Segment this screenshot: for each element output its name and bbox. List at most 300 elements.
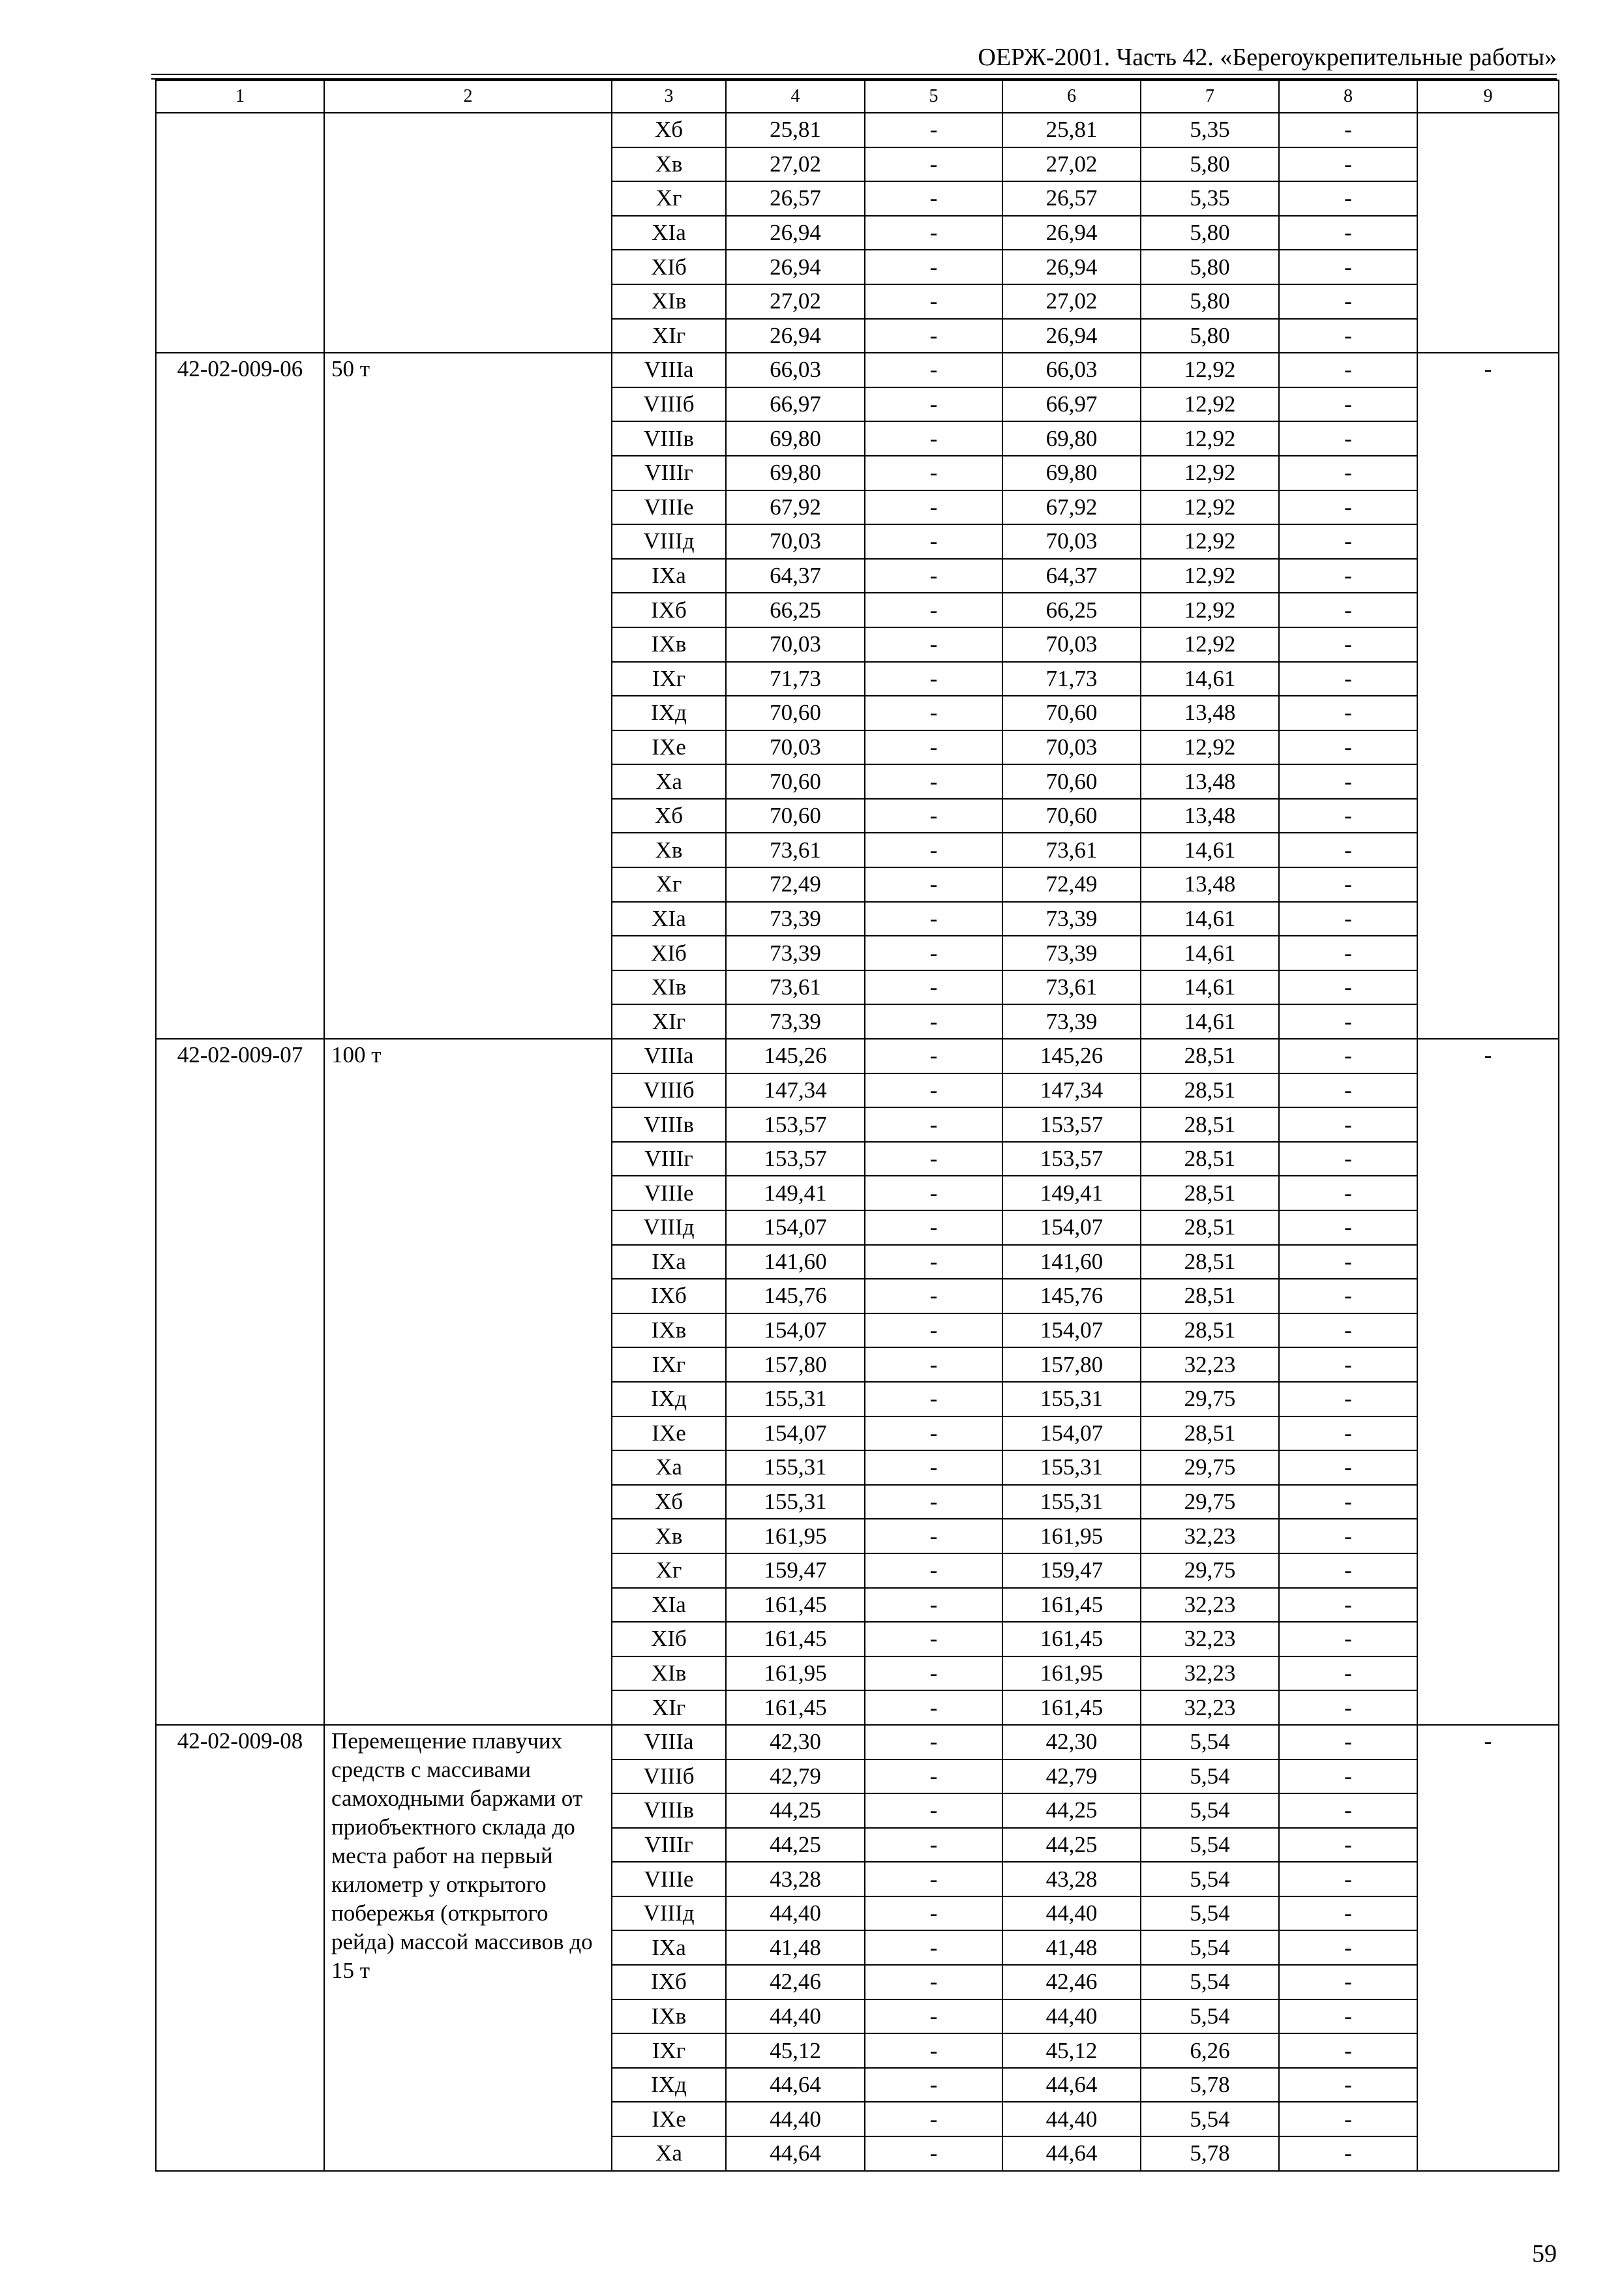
machinist-wages-cell: 5,54	[1141, 1862, 1279, 1896]
machinist-wages-cell: 32,23	[1141, 1347, 1279, 1382]
wages-cell: -	[865, 936, 1002, 970]
machines-cell: 70,60	[1002, 764, 1141, 799]
region-cell: IХб	[612, 1965, 726, 1999]
machinist-wages-cell: 12,92	[1141, 559, 1279, 593]
column-number: 5	[865, 80, 1002, 113]
total-cell: 66,97	[726, 387, 865, 422]
table-body	[156, 80, 1559, 2171]
wages-cell: -	[865, 1622, 1002, 1656]
region-cell: IХб	[612, 1279, 726, 1313]
wages-cell: -	[865, 1725, 1002, 1759]
materials-cell: -	[1279, 1793, 1417, 1828]
total-cell: 44,25	[726, 1828, 865, 1863]
total-cell: 71,73	[726, 662, 865, 696]
page-number: 59	[1532, 2240, 1557, 2267]
wages-cell: -	[865, 559, 1002, 593]
total-cell: 161,45	[726, 1622, 865, 1656]
wages-cell: -	[865, 2033, 1002, 2068]
header-rule-top	[151, 74, 1557, 75]
machinist-wages-cell: 13,48	[1141, 696, 1279, 730]
machines-cell: 73,39	[1002, 936, 1141, 970]
wages-cell: -	[865, 1485, 1002, 1519]
machines-cell: 26,94	[1002, 216, 1141, 250]
materials-cell: -	[1279, 284, 1417, 319]
materials-cell: -	[1279, 1485, 1417, 1519]
machines-cell: 70,03	[1002, 524, 1141, 559]
labor-cost-cell: -	[1417, 1725, 1559, 2171]
machinist-wages-cell: 32,23	[1141, 1656, 1279, 1691]
machinist-wages-cell: 14,61	[1141, 662, 1279, 696]
total-cell: 70,03	[726, 730, 865, 765]
rate-code-cell: 42-02-009-06	[156, 353, 324, 1039]
total-cell: 155,31	[726, 1450, 865, 1485]
wages-cell: -	[865, 2136, 1002, 2171]
machinist-wages-cell: 28,51	[1141, 1313, 1279, 1348]
wages-cell: -	[865, 181, 1002, 216]
total-cell: 153,57	[726, 1142, 865, 1176]
region-cell: Хг	[612, 181, 726, 216]
wages-cell: -	[865, 1965, 1002, 1999]
region-cell: VIIIд	[612, 524, 726, 559]
wages-cell: -	[865, 627, 1002, 662]
column-number-row	[156, 80, 1559, 113]
region-cell: ХIб	[612, 1622, 726, 1656]
rates-table	[155, 80, 1559, 2172]
machines-cell: 44,25	[1002, 1793, 1141, 1828]
materials-cell: -	[1279, 1347, 1417, 1382]
total-cell: 44,40	[726, 2102, 865, 2136]
materials-cell: -	[1279, 764, 1417, 799]
materials-cell: -	[1279, 1004, 1417, 1039]
total-cell: 41,48	[726, 1930, 865, 1965]
machines-cell: 41,48	[1002, 1930, 1141, 1965]
region-cell: VIIIа	[612, 353, 726, 387]
machines-cell: 66,97	[1002, 387, 1141, 422]
region-cell: VIIIв	[612, 421, 726, 456]
rate-name-text: 50 т	[331, 356, 370, 382]
machinist-wages-cell: 29,75	[1141, 1485, 1279, 1519]
materials-cell: -	[1279, 696, 1417, 730]
total-cell: 161,45	[726, 1690, 865, 1725]
materials-cell: -	[1279, 490, 1417, 525]
machinist-wages-cell: 28,51	[1141, 1245, 1279, 1279]
materials-cell: -	[1279, 456, 1417, 490]
wages-cell: -	[865, 1382, 1002, 1416]
wages-cell: -	[865, 1039, 1002, 1073]
column-number: 8	[1279, 80, 1417, 113]
materials-cell: -	[1279, 524, 1417, 559]
materials-cell: -	[1279, 2033, 1417, 2068]
machines-cell: 71,73	[1002, 662, 1141, 696]
materials-cell: -	[1279, 662, 1417, 696]
wages-cell: -	[865, 2068, 1002, 2102]
machinist-wages-cell: 5,54	[1141, 1965, 1279, 1999]
wages-cell: -	[865, 867, 1002, 902]
materials-cell: -	[1279, 799, 1417, 833]
region-cell: VIIIа	[612, 1039, 726, 1073]
machinist-wages-cell: 28,51	[1141, 1176, 1279, 1210]
region-cell: IХа	[612, 1245, 726, 1279]
total-cell: 157,80	[726, 1347, 865, 1382]
machines-cell: 147,34	[1002, 1073, 1141, 1108]
wages-cell: -	[865, 1793, 1002, 1828]
machines-cell: 27,02	[1002, 284, 1141, 319]
materials-cell: -	[1279, 1416, 1417, 1451]
wages-cell: -	[865, 1347, 1002, 1382]
region-cell: IХе	[612, 2102, 726, 2136]
wages-cell: -	[865, 1588, 1002, 1623]
machines-cell: 25,81	[1002, 113, 1141, 147]
region-cell: VIIIе	[612, 1862, 726, 1896]
total-cell: 141,60	[726, 1245, 865, 1279]
machines-cell: 145,76	[1002, 1279, 1141, 1313]
machines-cell: 141,60	[1002, 1245, 1141, 1279]
machines-cell: 155,31	[1002, 1485, 1141, 1519]
region-cell: VIIIд	[612, 1210, 726, 1245]
machinist-wages-cell: 28,51	[1141, 1073, 1279, 1108]
region-cell: ХIв	[612, 284, 726, 319]
total-cell: 44,40	[726, 1999, 865, 2034]
wages-cell: -	[865, 1896, 1002, 1931]
wages-cell: -	[865, 970, 1002, 1005]
machinist-wages-cell: 14,61	[1141, 936, 1279, 970]
materials-cell: -	[1279, 936, 1417, 970]
total-cell: 73,39	[726, 1004, 865, 1039]
total-cell: 161,45	[726, 1588, 865, 1623]
rate-name-cell	[324, 113, 612, 353]
materials-cell: -	[1279, 970, 1417, 1005]
region-cell: VIIIд	[612, 1896, 726, 1931]
materials-cell: -	[1279, 867, 1417, 902]
total-cell: 27,02	[726, 147, 865, 182]
wages-cell: -	[865, 1930, 1002, 1965]
machines-cell: 44,40	[1002, 2102, 1141, 2136]
materials-cell: -	[1279, 1450, 1417, 1485]
machines-cell: 27,02	[1002, 147, 1141, 182]
machinist-wages-cell: 5,80	[1141, 319, 1279, 353]
machines-cell: 72,49	[1002, 867, 1141, 902]
machines-cell: 43,28	[1002, 1862, 1141, 1896]
region-cell: VIIIв	[612, 1793, 726, 1828]
rate-code-cell	[156, 113, 324, 353]
region-cell: IХд	[612, 1382, 726, 1416]
machines-cell: 70,60	[1002, 799, 1141, 833]
region-cell: ХIв	[612, 1656, 726, 1691]
total-cell: 73,39	[726, 902, 865, 936]
rate-name-cell	[324, 353, 612, 1039]
machines-cell: 45,12	[1002, 2033, 1141, 2068]
machinist-wages-cell: 5,80	[1141, 147, 1279, 182]
materials-cell: -	[1279, 1622, 1417, 1656]
materials-cell: -	[1279, 147, 1417, 182]
wages-cell: -	[865, 421, 1002, 456]
region-cell: ХIг	[612, 319, 726, 353]
materials-cell: -	[1279, 730, 1417, 765]
total-cell: 26,94	[726, 319, 865, 353]
machines-cell: 154,07	[1002, 1210, 1141, 1245]
total-cell: 155,31	[726, 1485, 865, 1519]
wages-cell: -	[865, 902, 1002, 936]
total-cell: 73,39	[726, 936, 865, 970]
wages-cell: -	[865, 490, 1002, 525]
machinist-wages-cell: 12,92	[1141, 421, 1279, 456]
wages-cell: -	[865, 799, 1002, 833]
total-cell: 43,28	[726, 1862, 865, 1896]
materials-cell: -	[1279, 2136, 1417, 2171]
rate-name-cell	[324, 1725, 612, 2171]
machines-cell: 73,61	[1002, 833, 1141, 867]
machinist-wages-cell: 14,61	[1141, 833, 1279, 867]
machinist-wages-cell: 5,54	[1141, 1793, 1279, 1828]
machinist-wages-cell: 5,54	[1141, 1725, 1279, 1759]
machinist-wages-cell: 13,48	[1141, 764, 1279, 799]
machinist-wages-cell: 5,54	[1141, 2102, 1279, 2136]
machines-cell: 159,47	[1002, 1553, 1141, 1588]
machinist-wages-cell: 5,54	[1141, 1930, 1279, 1965]
machinist-wages-cell: 32,23	[1141, 1622, 1279, 1656]
machines-cell: 161,45	[1002, 1588, 1141, 1623]
materials-cell: -	[1279, 1862, 1417, 1896]
column-number: 6	[1002, 80, 1141, 113]
column-number: 3	[612, 80, 726, 113]
machines-cell: 66,03	[1002, 353, 1141, 387]
total-cell: 159,47	[726, 1553, 865, 1588]
wages-cell: -	[865, 250, 1002, 284]
column-number: 2	[324, 80, 612, 113]
total-cell: 42,46	[726, 1965, 865, 1999]
materials-cell: -	[1279, 559, 1417, 593]
region-cell: IХб	[612, 593, 726, 627]
machinist-wages-cell: 12,92	[1141, 524, 1279, 559]
machines-cell: 73,39	[1002, 1004, 1141, 1039]
materials-cell: -	[1279, 113, 1417, 147]
machinist-wages-cell: 6,26	[1141, 2033, 1279, 2068]
wages-cell: -	[865, 764, 1002, 799]
machinist-wages-cell: 12,92	[1141, 387, 1279, 422]
table-row	[156, 1725, 1559, 1759]
materials-cell: -	[1279, 1176, 1417, 1210]
materials-cell: -	[1279, 421, 1417, 456]
total-cell: 44,40	[726, 1896, 865, 1931]
total-cell: 69,80	[726, 456, 865, 490]
machinist-wages-cell: 5,35	[1141, 181, 1279, 216]
rate-name-cell	[324, 1039, 612, 1725]
region-cell: Хв	[612, 833, 726, 867]
region-cell: VIIIа	[612, 1725, 726, 1759]
region-cell: Ха	[612, 764, 726, 799]
materials-cell: -	[1279, 1588, 1417, 1623]
region-cell: IХг	[612, 662, 726, 696]
region-cell: VIIIе	[612, 490, 726, 525]
materials-cell: -	[1279, 1039, 1417, 1073]
machines-cell: 155,31	[1002, 1382, 1141, 1416]
machines-cell: 161,95	[1002, 1519, 1141, 1553]
wages-cell: -	[865, 1416, 1002, 1451]
region-cell: VIIIв	[612, 1107, 726, 1142]
machines-cell: 70,03	[1002, 627, 1141, 662]
machinist-wages-cell: 28,51	[1141, 1279, 1279, 1313]
materials-cell: -	[1279, 1690, 1417, 1725]
materials-cell: -	[1279, 1245, 1417, 1279]
total-cell: 70,03	[726, 627, 865, 662]
machinist-wages-cell: 28,51	[1141, 1210, 1279, 1245]
materials-cell: -	[1279, 593, 1417, 627]
total-cell: 42,30	[726, 1725, 865, 1759]
machines-cell: 42,46	[1002, 1965, 1141, 1999]
total-cell: 70,60	[726, 799, 865, 833]
rate-code-cell: 42-02-009-07	[156, 1039, 324, 1725]
wages-cell: -	[865, 730, 1002, 765]
total-cell: 154,07	[726, 1416, 865, 1451]
total-cell: 70,60	[726, 696, 865, 730]
materials-cell: -	[1279, 1896, 1417, 1931]
machines-cell: 42,79	[1002, 1759, 1141, 1794]
total-cell: 44,64	[726, 2136, 865, 2171]
machinist-wages-cell: 12,92	[1141, 730, 1279, 765]
total-cell: 73,61	[726, 970, 865, 1005]
machinist-wages-cell: 32,23	[1141, 1588, 1279, 1623]
total-cell: 26,94	[726, 250, 865, 284]
materials-cell: -	[1279, 319, 1417, 353]
total-cell: 145,26	[726, 1039, 865, 1073]
materials-cell: -	[1279, 2068, 1417, 2102]
wages-cell: -	[865, 1690, 1002, 1725]
machinist-wages-cell: 5,80	[1141, 250, 1279, 284]
materials-cell: -	[1279, 902, 1417, 936]
wages-cell: -	[865, 319, 1002, 353]
region-cell: IХг	[612, 2033, 726, 2068]
machines-cell: 155,31	[1002, 1450, 1141, 1485]
total-cell: 26,57	[726, 181, 865, 216]
machinist-wages-cell: 14,61	[1141, 1004, 1279, 1039]
total-cell: 44,64	[726, 2068, 865, 2102]
machinist-wages-cell: 12,92	[1141, 593, 1279, 627]
materials-cell: -	[1279, 1382, 1417, 1416]
machines-cell: 26,94	[1002, 250, 1141, 284]
wages-cell: -	[865, 1142, 1002, 1176]
total-cell: 45,12	[726, 2033, 865, 2068]
machinist-wages-cell: 14,61	[1141, 902, 1279, 936]
region-cell: IХд	[612, 696, 726, 730]
wages-cell: -	[865, 524, 1002, 559]
materials-cell: -	[1279, 216, 1417, 250]
materials-cell: -	[1279, 1107, 1417, 1142]
machinist-wages-cell: 13,48	[1141, 867, 1279, 902]
total-cell: 73,61	[726, 833, 865, 867]
materials-cell: -	[1279, 1828, 1417, 1863]
machines-cell: 26,57	[1002, 181, 1141, 216]
machinist-wages-cell: 5,78	[1141, 2136, 1279, 2171]
machinist-wages-cell: 29,75	[1141, 1553, 1279, 1588]
materials-cell: -	[1279, 1313, 1417, 1348]
machinist-wages-cell: 29,75	[1141, 1382, 1279, 1416]
machines-cell: 42,30	[1002, 1725, 1141, 1759]
machines-cell: 145,26	[1002, 1039, 1141, 1073]
wages-cell: -	[865, 1999, 1002, 2034]
machinist-wages-cell: 28,51	[1141, 1107, 1279, 1142]
wages-cell: -	[865, 1759, 1002, 1794]
total-cell: 153,57	[726, 1107, 865, 1142]
machinist-wages-cell: 13,48	[1141, 799, 1279, 833]
page-header: ОЕРЖ-2001. Часть 42. «Берегоукрепительные работы»	[978, 44, 1557, 71]
total-cell: 66,25	[726, 593, 865, 627]
region-cell: Хб	[612, 113, 726, 147]
labor-cost-cell	[1417, 113, 1559, 353]
region-cell: Хб	[612, 1485, 726, 1519]
total-cell: 27,02	[726, 284, 865, 319]
materials-cell: -	[1279, 627, 1417, 662]
machinist-wages-cell: 5,78	[1141, 2068, 1279, 2102]
wages-cell: -	[865, 1313, 1002, 1348]
materials-cell: -	[1279, 250, 1417, 284]
region-cell: ХIа	[612, 902, 726, 936]
total-cell: 69,80	[726, 421, 865, 456]
machinist-wages-cell: 12,92	[1141, 490, 1279, 525]
region-cell: Хв	[612, 147, 726, 182]
total-cell: 161,95	[726, 1656, 865, 1691]
machinist-wages-cell: 5,54	[1141, 1896, 1279, 1931]
machinist-wages-cell: 12,92	[1141, 627, 1279, 662]
wages-cell: -	[865, 1656, 1002, 1691]
column-number: 1	[156, 80, 324, 113]
materials-cell: -	[1279, 1656, 1417, 1691]
column-number: 9	[1417, 80, 1559, 113]
region-cell: IХе	[612, 730, 726, 765]
table-row	[156, 113, 1559, 147]
machinist-wages-cell: 12,92	[1141, 353, 1279, 387]
materials-cell: -	[1279, 1279, 1417, 1313]
total-cell: 154,07	[726, 1210, 865, 1245]
total-cell: 161,95	[726, 1519, 865, 1553]
materials-cell: -	[1279, 1073, 1417, 1108]
materials-cell: -	[1279, 181, 1417, 216]
total-cell: 149,41	[726, 1176, 865, 1210]
rate-name-text	[331, 113, 611, 115]
region-cell: IХв	[612, 1313, 726, 1348]
rate-name-text: Перемещение плавучих средств с массивами самоходными баржами от приобъектного склада до места работ на первый километр у открытого побережья (открытого рейда) массой массивов до 15 т	[331, 1728, 593, 1983]
machinist-wages-cell: 32,23	[1141, 1519, 1279, 1553]
labor-cost-cell: -	[1417, 1039, 1559, 1725]
wages-cell: -	[865, 1073, 1002, 1108]
machines-cell: 153,57	[1002, 1107, 1141, 1142]
materials-cell: -	[1279, 1999, 1417, 2034]
wages-cell: -	[865, 696, 1002, 730]
materials-cell: -	[1279, 1210, 1417, 1245]
table-row	[156, 1039, 1559, 1073]
wages-cell: -	[865, 1004, 1002, 1039]
machines-cell: 161,45	[1002, 1622, 1141, 1656]
materials-cell: -	[1279, 353, 1417, 387]
region-cell: IХе	[612, 1416, 726, 1451]
total-cell: 25,81	[726, 113, 865, 147]
wages-cell: -	[865, 1450, 1002, 1485]
region-cell: Ха	[612, 1450, 726, 1485]
materials-cell: -	[1279, 1930, 1417, 1965]
machines-cell: 69,80	[1002, 421, 1141, 456]
region-cell: VIIIг	[612, 456, 726, 490]
wages-cell: -	[865, 147, 1002, 182]
machines-cell: 44,64	[1002, 2136, 1141, 2171]
machines-cell: 161,95	[1002, 1656, 1141, 1691]
wages-cell: -	[865, 387, 1002, 422]
machinist-wages-cell: 29,75	[1141, 1450, 1279, 1485]
machines-cell: 161,45	[1002, 1690, 1141, 1725]
region-cell: VIIIб	[612, 1759, 726, 1794]
wages-cell: -	[865, 1279, 1002, 1313]
wages-cell: -	[865, 1107, 1002, 1142]
wages-cell: -	[865, 1210, 1002, 1245]
machines-cell: 154,07	[1002, 1313, 1141, 1348]
